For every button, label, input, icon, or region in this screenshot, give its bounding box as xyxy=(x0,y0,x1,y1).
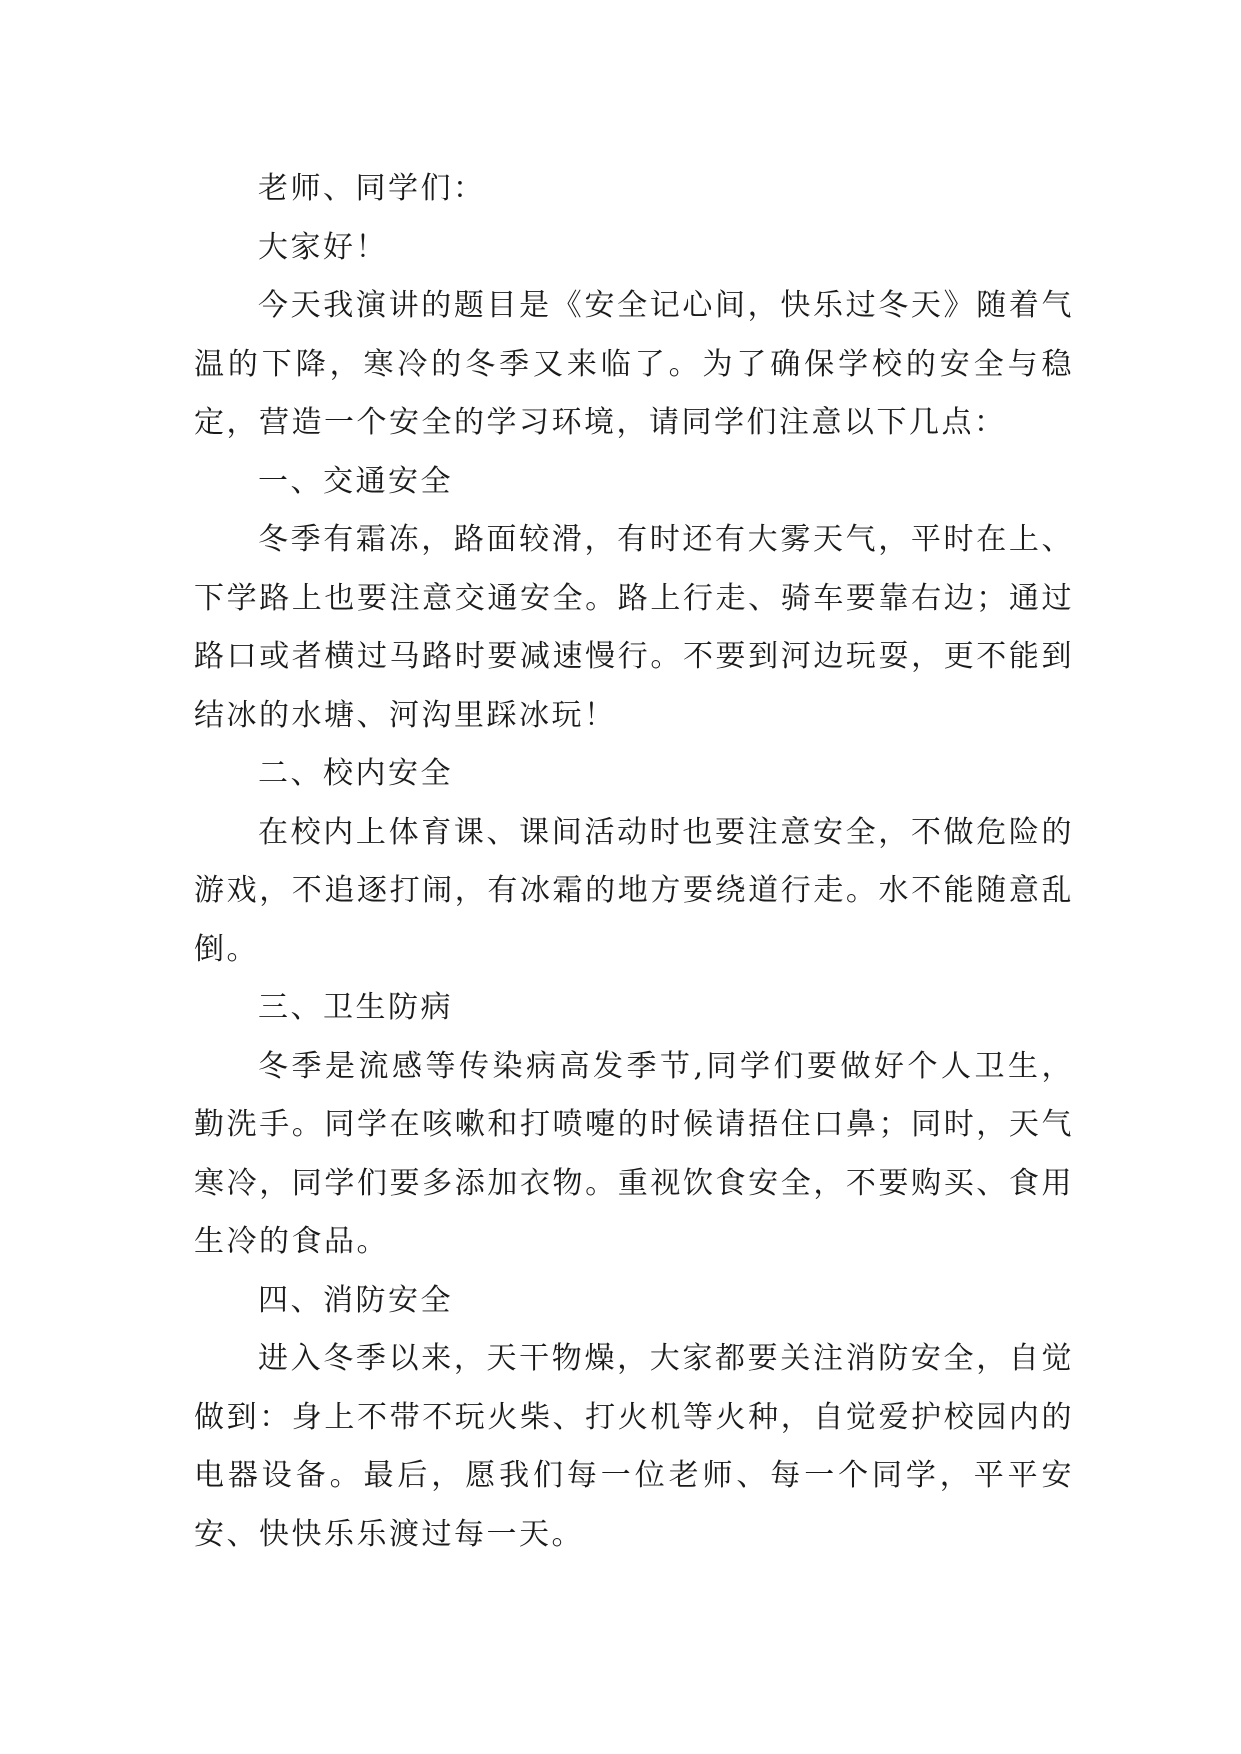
section-heading-health: 三、卫生防病 xyxy=(258,990,453,1025)
section-heading-campus: 二、校内安全 xyxy=(258,756,453,791)
intro-paragraph: 今天我演讲的题目是《安全记心间，快乐过冬天》随着气温的下降，寒冷的冬季又来临了。为了确保学校的安全与稳定，营造一个安全的学习环境，请同学们注意以下几点： xyxy=(194,288,1074,440)
campus-paragraph: 在校内上体育课、课间活动时也要注意安全，不做危险的游戏，不追逐打闹，有冰霜的地方要绕道行走。水不能随意乱倒。 xyxy=(194,814,1074,967)
speech-body xyxy=(194,160,1074,1564)
traffic-paragraph: 冬季有霜冻，路面较滑，有时还有大雾天气，平时在上、下学路上也要注意交通安全。路上行走、骑车要靠右边；通过路口或者横过马路时要减速慢行。不要到河边玩耍，更不能到结冰的水塘、河沟里踩冰玩！ xyxy=(194,522,1074,733)
salutation: 老师、同学们： xyxy=(258,171,486,206)
health-paragraph: 冬季是流感等传染病高发季节,同学们要做好个人卫生，勤洗手。同学在咳嗽和打喷嚏的时候请捂住口鼻；同时，天气寒冷，同学们要多添加衣物。重视饮食安全，不要购买、食用生冷的食品。 xyxy=(194,1048,1074,1259)
fire-paragraph: 进入冬季以来，天干物燥，大家都要关注消防安全，自觉做到：身上不带不玩火柴、打火机等火种，自觉爱护校园内的电器设备。最后，愿我们每一位老师、每一个同学，平平安安、快快乐乐渡过每一天。 xyxy=(194,1341,1074,1552)
section-heading-traffic: 一、交通安全 xyxy=(258,463,453,499)
section-heading-fire: 四、消防安全 xyxy=(258,1282,453,1318)
greeting: 大家好！ xyxy=(258,229,388,265)
